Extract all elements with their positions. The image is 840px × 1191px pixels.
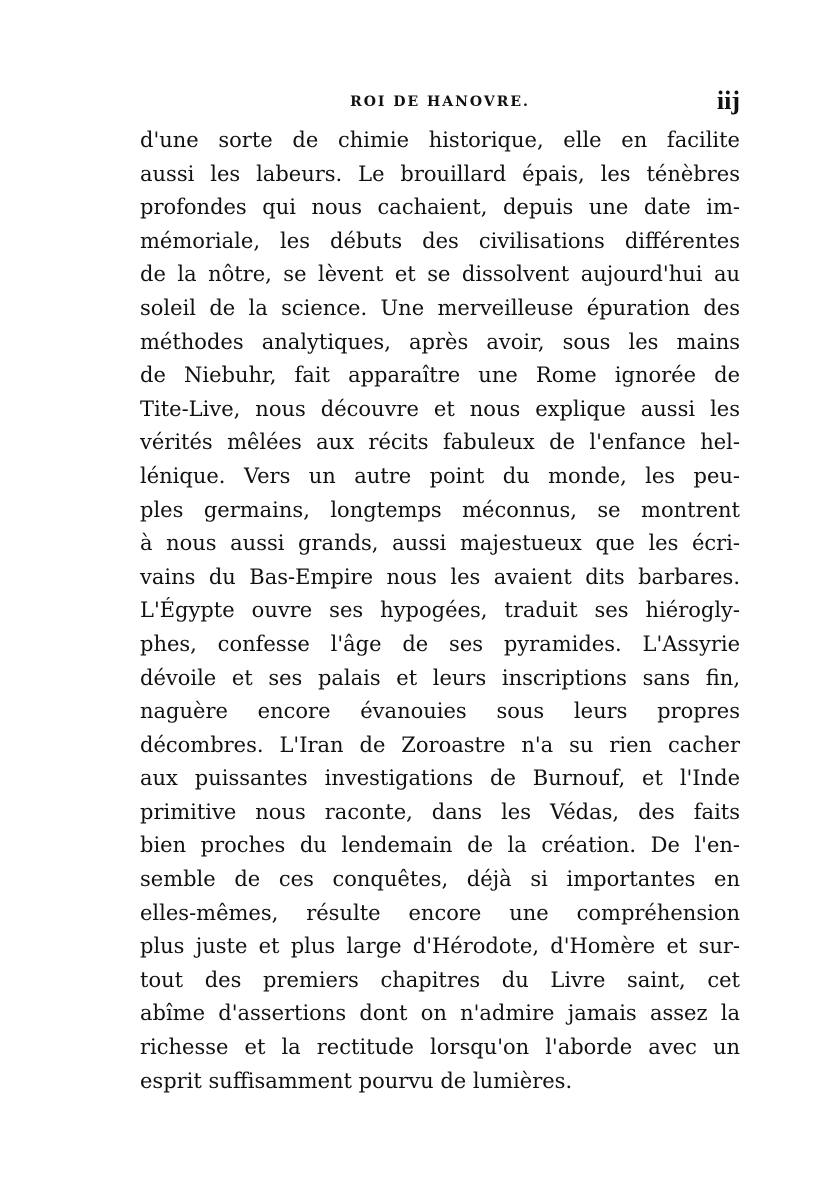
text-line: vérités mêlées aux récits fabuleux de l'enfance hel- [140, 430, 740, 455]
text-line: phes, confesse l'âge de ses pyramides. L'Assyrie [140, 631, 740, 656]
running-title: ROI DE HANOVRE. [350, 94, 530, 110]
text-line: tout des premiers chapitres du Livre saint, cet [140, 967, 740, 992]
text-line: bien proches du lendemain de la création. De l'en- [140, 833, 740, 858]
text-line: d'une sorte de chimie historique, elle en facilite [140, 128, 740, 152]
text-line: aussi les labeurs. Le brouillard épais, les ténèbres [140, 161, 740, 186]
text-line: aux puissantes investigations de Burnouf, et l'Inde [140, 766, 740, 791]
text-line-last: esprit suffisamment pourvu de lumières. [140, 1068, 573, 1093]
page-number: iij [716, 86, 740, 115]
text-line: vains du Bas-Empire nous les avaient dits barbares. [140, 564, 740, 589]
text-line: de Niebuhr, fait apparaître une Rome ignorée de [140, 363, 740, 388]
text-line: mémoriale, les débuts des civilisations différentes [140, 228, 740, 253]
text-line: primitive nous raconte, dans les Védas, des faits [140, 799, 740, 824]
text-line: ples germains, longtemps méconnus, se montrent [140, 497, 740, 522]
text-line: semble de ces conquêtes, déjà si importantes en [140, 867, 740, 892]
text-line: plus juste et plus large d'Hérodote, d'Homère et sur- [140, 934, 740, 959]
text-line: à nous aussi grands, aussi majestueux que les écri- [140, 531, 740, 556]
text-line: naguère encore évanouies sous leurs propres [140, 699, 740, 724]
text-line: soleil de la science. Une merveilleuse épuration des [140, 295, 740, 320]
text-line: Tite-Live, nous découvre et nous explique aussi les [140, 396, 740, 421]
text-line: lénique. Vers un autre point du monde, les peu- [140, 463, 740, 488]
text-line: elles-mêmes, résulte encore une compréhension [140, 900, 740, 925]
text-line: abîme d'assertions dont on n'admire jamais assez la [140, 1001, 740, 1026]
text-line: dévoile et ses palais et leurs inscriptions sans fin, [140, 665, 740, 690]
running-head [140, 86, 740, 120]
text-line: méthodes analytiques, après avoir, sous les mains [140, 329, 740, 354]
body-text [140, 124, 740, 1098]
text-line: décombres. L'Iran de Zoroastre n'a su rien cacher [140, 732, 740, 757]
text-line: L'Égypte ouvre ses hypogées, traduit ses hiérogly- [140, 598, 740, 623]
text-line: richesse et la rectitude lorsqu'on l'aborde avec un [140, 1035, 740, 1060]
text-line: profondes qui nous cachaient, depuis une date im- [140, 195, 740, 220]
text-line: de la nôtre, se lèvent et se dissolvent aujourd'hui au [140, 262, 740, 287]
